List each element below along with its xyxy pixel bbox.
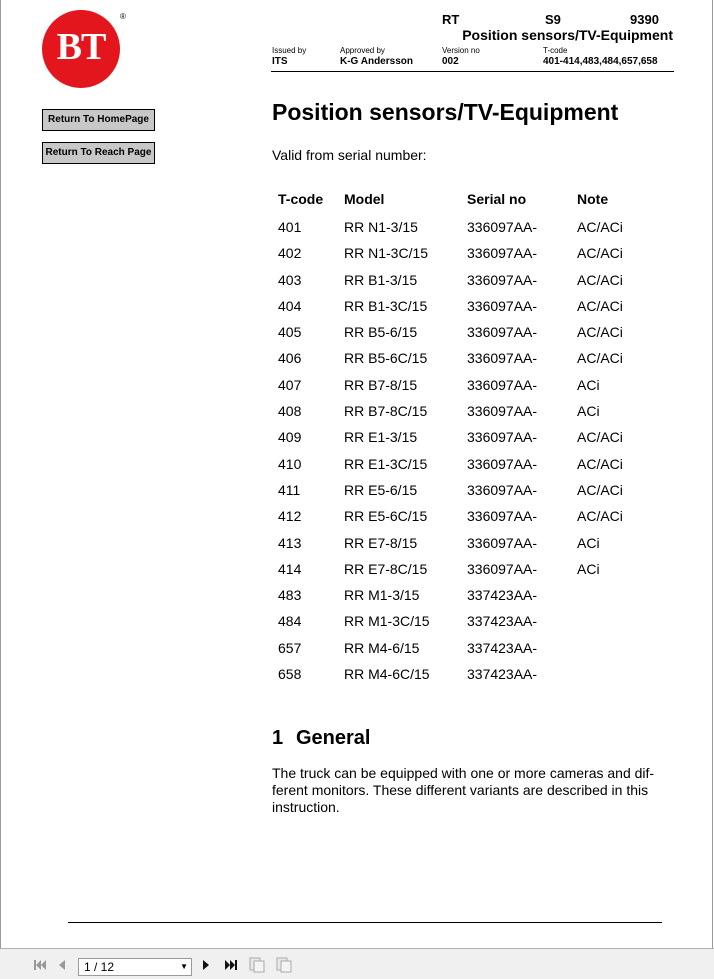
approved-by-value: K-G Andersson (340, 56, 413, 67)
cell-tcode: 403 (278, 271, 302, 288)
cell-tcode: 401 (278, 219, 302, 235)
section-heading (272, 727, 370, 750)
section-body (272, 765, 672, 816)
cell-note: AC/ACi (577, 271, 623, 288)
cell-serial: 337423AA- (467, 639, 538, 656)
cell-model: RR M1-3C/15 (344, 613, 430, 630)
table-row (272, 503, 672, 529)
two-page-view-icon[interactable] (276, 957, 293, 973)
cell-tcode: 410 (278, 455, 302, 472)
cell-tcode: 402 (278, 245, 302, 262)
cell-model: RR B1-3/15 (344, 271, 418, 288)
serial-table (272, 188, 672, 687)
cell-tcode: 658 (278, 666, 302, 683)
cell-serial: 336097AA- (467, 534, 538, 551)
viewer-toolbar (0, 948, 714, 979)
cell-note: AC/ACi (577, 455, 623, 472)
cell-tcode: 483 (278, 587, 302, 604)
page-border-left (0, 0, 1, 948)
cell-model: RR E5-6/15 (344, 481, 418, 498)
cell-model: RR M1-3/15 (344, 587, 420, 604)
cell-tcode: 484 (278, 613, 302, 630)
cell-serial: 336097AA- (467, 429, 538, 446)
chevron-down-icon: ▼ (180, 962, 188, 971)
cell-serial: 337423AA- (467, 587, 538, 604)
table-row (272, 635, 672, 661)
table-row (272, 345, 672, 371)
header-product-code: RT (442, 12, 460, 27)
cell-note: AC/ACi (577, 324, 623, 341)
table-row (272, 477, 672, 503)
bt-logo (42, 10, 124, 88)
cell-serial: 336097AA- (467, 481, 538, 498)
tcode-label: T-code (543, 46, 568, 55)
table-row (272, 372, 672, 398)
table-row (272, 556, 672, 582)
version-label: Version no (442, 46, 480, 55)
cell-tcode: 407 (278, 376, 302, 393)
cell-model: RR B7-8C/15 (344, 403, 428, 420)
cell-note: AC/ACi (577, 245, 623, 262)
cell-tcode: 412 (278, 508, 302, 525)
table-row (272, 214, 672, 240)
cell-model: RR N1-3/15 (344, 219, 418, 235)
cell-tcode: 657 (278, 639, 302, 656)
cell-note: AC/ACi (577, 481, 623, 498)
cell-note: ACi (577, 376, 600, 393)
table-row (272, 293, 672, 319)
header-serial: Serial no (467, 191, 527, 207)
cell-model: RR B1-3C/15 (344, 297, 428, 314)
cell-model: RR E5-6C/15 (344, 508, 428, 525)
cell-tcode: 411 (278, 481, 301, 498)
cell-tcode: 406 (278, 350, 302, 367)
single-page-view-icon[interactable] (249, 957, 266, 973)
return-reach-button[interactable]: Return To Reach Page (42, 142, 155, 164)
tcode-value: 401-414,483,484,657,658 (543, 56, 658, 67)
return-home-button[interactable]: Return To HomePage (42, 109, 155, 131)
last-page-icon[interactable] (224, 959, 237, 971)
table-row (272, 661, 672, 687)
cell-serial: 336097AA- (467, 455, 538, 472)
cell-serial: 336097AA- (467, 297, 538, 314)
cell-model: RR E7-8C/15 (344, 560, 428, 577)
cell-model: RR E1-3C/15 (344, 455, 428, 472)
header-note: Note (577, 191, 609, 207)
header-section-code: S9 (545, 12, 561, 27)
cell-serial: 336097AA- (467, 403, 538, 420)
table-row (272, 398, 672, 424)
cell-serial: 336097AA- (467, 350, 538, 367)
table-row (272, 582, 672, 608)
cell-model: RR M4-6C/15 (344, 666, 430, 683)
footer-rule (68, 922, 662, 923)
approved-by-label: Approved by (340, 46, 385, 55)
cell-model: RR B5-6/15 (344, 324, 418, 341)
valid-from-text: Valid from serial number: (272, 147, 427, 163)
issued-by-value: ITS (272, 56, 288, 67)
body-line: instruction. (272, 799, 340, 815)
cell-serial: 336097AA- (467, 508, 538, 525)
table-row (272, 451, 672, 477)
next-page-icon[interactable] (202, 959, 210, 971)
page-border-right (712, 0, 713, 948)
prev-page-icon[interactable] (58, 959, 66, 971)
cell-note: AC/ACi (577, 297, 623, 314)
cell-model: RR E7-8/15 (344, 534, 418, 551)
table-row (272, 240, 672, 266)
body-line: ferent monitors. These different variants are described in this (272, 782, 649, 798)
header-title: Position sensors/TV-Equipment (462, 27, 673, 43)
cell-tcode: 409 (278, 429, 302, 446)
header-rule (271, 71, 674, 72)
page-indicator: 1 / 12 (84, 960, 115, 974)
table-header-row (272, 188, 672, 214)
table-row (272, 530, 672, 556)
cell-model: RR B5-6C/15 (344, 350, 428, 367)
registered-mark: ® (120, 12, 126, 21)
cell-note: ACi (577, 560, 600, 577)
table-row (272, 608, 672, 634)
cell-note: AC/ACi (577, 350, 623, 367)
header-tcode: T-code (278, 191, 324, 207)
cell-note: AC/ACi (577, 219, 623, 235)
page-title: Position sensors/TV-Equipment (272, 99, 619, 125)
cell-serial: 336097AA- (467, 271, 538, 288)
cell-serial: 336097AA- (467, 245, 538, 262)
version-value: 002 (442, 56, 459, 67)
table-row (272, 319, 672, 345)
table-row (272, 267, 672, 293)
cell-tcode: 413 (278, 534, 302, 551)
section-number: 1 (272, 727, 284, 749)
logo-text: BT (56, 26, 106, 68)
cell-model: RR E1-3/15 (344, 429, 418, 446)
header-model: Model (344, 191, 385, 207)
cell-note: ACi (577, 534, 600, 551)
cell-tcode: 408 (278, 403, 302, 420)
issued-by-label: Issued by (272, 46, 307, 55)
body-line: The truck can be equipped with one or more cameras and dif- (272, 765, 655, 781)
section-title: General (296, 727, 371, 749)
cell-model: RR N1-3C/15 (344, 245, 429, 262)
cell-note: AC/ACi (577, 508, 623, 525)
cell-serial: 336097AA- (467, 219, 538, 235)
cell-serial: 337423AA- (467, 666, 538, 683)
cell-serial: 336097AA- (467, 560, 538, 577)
cell-tcode: 405 (278, 324, 302, 341)
table-row (272, 424, 672, 450)
header-doc-number: 9390 (630, 12, 659, 27)
cell-serial: 337423AA- (467, 613, 538, 630)
cell-model: RR M4-6/15 (344, 639, 420, 656)
first-page-icon[interactable] (34, 959, 47, 971)
cell-serial: 336097AA- (467, 324, 538, 341)
cell-tcode: 414 (278, 560, 302, 577)
cell-tcode: 404 (278, 297, 302, 314)
page-number-select[interactable] (78, 958, 192, 976)
cell-note: AC/ACi (577, 429, 623, 446)
cell-model: RR B7-8/15 (344, 376, 418, 393)
cell-serial: 336097AA- (467, 376, 538, 393)
cell-note: ACi (577, 403, 600, 420)
